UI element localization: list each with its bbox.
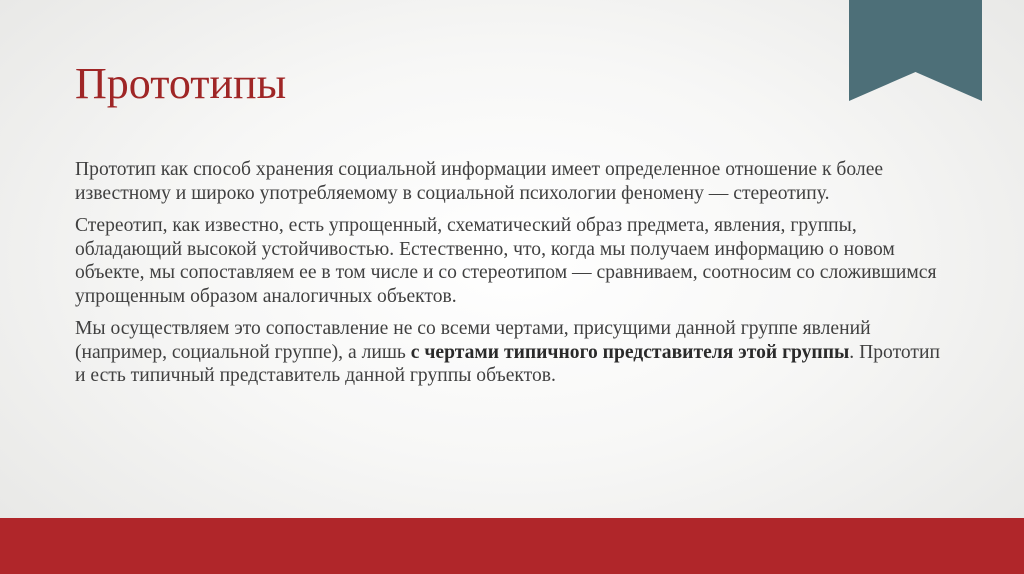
slide-body bbox=[75, 158, 955, 397]
paragraph-stereotype-definition: Стереотип, как известно, есть упрощенный, схематический образ предмета, явления, группы, обладающий высокой устойчивостью. Естественно, что, когда мы получаем информацию о новом объекте, мы сопоставляем ее в том числе и со стереотипом — сравниваем, соотносим со сложившимся упрощенным образом аналогичных объектов. bbox=[75, 215, 937, 307]
paragraph-comparison-text-end: . Прототип и есть типичный представитель данной группы объектов. bbox=[75, 341, 940, 386]
bookmark-ribbon-icon bbox=[849, 0, 982, 101]
slide-title: Прототипы bbox=[75, 59, 287, 108]
bottom-accent-bar bbox=[0, 518, 1024, 574]
paragraph-prototype-definition: Прототип как способ хранения социальной информации имеет определенное отношение к более известному и широко употребляемому в социальной психологии феномену — стереотипу. bbox=[75, 159, 884, 204]
paragraph-comparison-emphasis: с чертами типичного представителя этой группы bbox=[410, 341, 850, 363]
paragraph-comparison-text-start: Мы осуществляем это сопоставление не со всеми чертами, присущими данной группе явлений (например, социальной группе), а лишь bbox=[75, 318, 871, 363]
paragraph-comparison bbox=[75, 317, 955, 388]
